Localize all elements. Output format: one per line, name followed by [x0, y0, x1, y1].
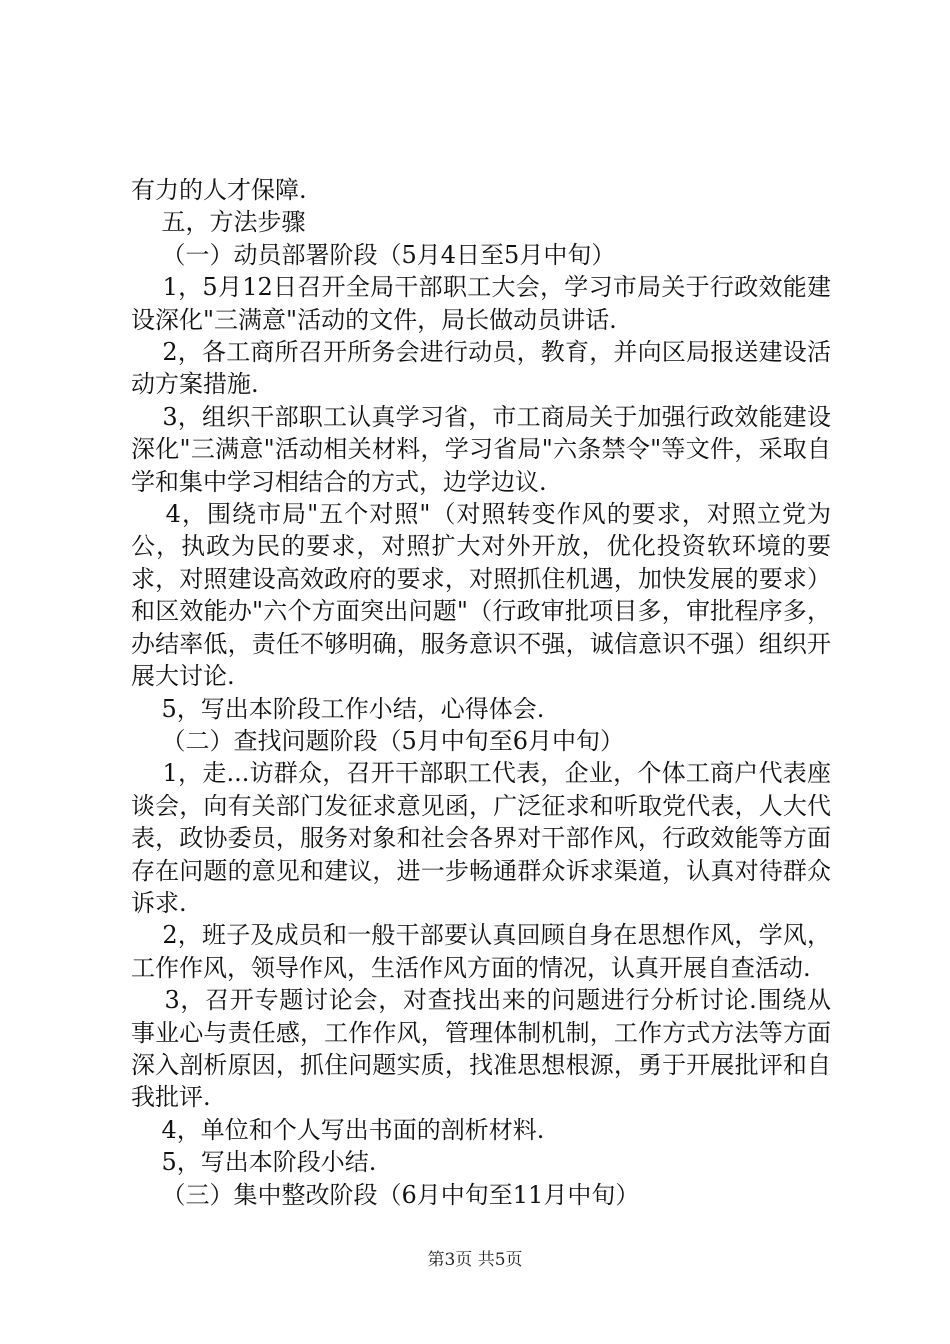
page-number-footer: 第3页 共5页	[427, 1250, 523, 1270]
paragraph: 1，走...访群众，召开干部职工代表，企业，个体工商户代表座谈会，向有关部门发征求意见函，广泛征求和听取党代表，人大代表，政协委员，服务对象和社会各界对干部作风，行政效能等方面存在问题的意见和建议，进一步畅通群众诉求渠道，认真对待群众诉求.	[131, 759, 832, 917]
paragraph: 3，组织干部职工认真学习省，市工商局关于加强行政效能建设深化"三满意"活动相关材料，学习省局"六条禁令"等文件，采取自学和集中学习相结合的方式，边学边议.	[131, 402, 831, 496]
paragraph: 5，写出本阶段工作小结，心得体会.	[131, 694, 545, 723]
paragraph: 1，5月12日召开全局干部职工大会，学习市局关于行政效能建设深化"三满意"活动的文件，局长做动员讲话.	[131, 273, 832, 334]
paragraph: 2，班子及成员和一般干部要认真回顾自身在思想作风，学风，工作作风，领导作风，生活作风方面的情况，认真开展自查活动.	[131, 921, 831, 982]
paragraph: 5，写出本阶段小结.	[131, 1148, 377, 1177]
subsection-heading: （二）查找问题阶段（5月中旬至6月中旬）	[131, 726, 625, 755]
paragraph: 4，单位和个人写出书面的剖析材料.	[131, 1115, 545, 1144]
subsection-heading: （三）集中整改阶段（6月中旬至11月中旬）	[131, 1180, 640, 1209]
document-body	[131, 174, 831, 1211]
section-heading: 五，方法步骤	[131, 208, 306, 237]
paragraph: 3，召开专题讨论会，对查找出来的问题进行分析讨论.围绕从事业心与责任感，工作作风，管理体制机制，工作方式方法等方面深入剖析原因，抓住问题实质，找准思想根源，勇于开展批评和自我批评.	[131, 986, 831, 1112]
subsection-heading: （一）动员部署阶段（5月4日至5月中旬）	[131, 240, 616, 269]
paragraph: 有力的人才保障.	[131, 176, 307, 204]
paragraph: 4，围绕市局"五个对照"（对照转变作风的要求，对照立党为公，执政为民的要求，对照扩大对外开放，优化投资软环境的要求，对照建设高效政府的要求，对照抓住机遇，加快发展的要求）和区效能办"六个方面突出问题"（行政审批项目多，审批程序多，办结率低，责任不够明确，服务意识不强，诚信意识不强）组织开展大讨论.	[131, 500, 831, 691]
paragraph: 2，各工商所召开所务会进行动员，教育，并向区局报送建设活动方案措施.	[131, 338, 831, 399]
